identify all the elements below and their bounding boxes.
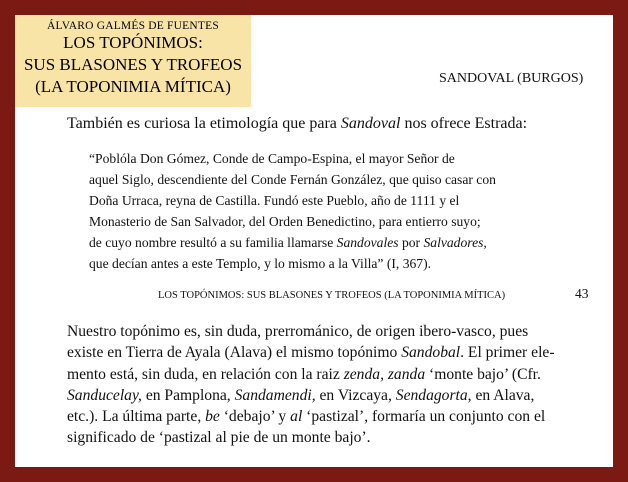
analysis-term: Sanducelay, xyxy=(67,386,142,404)
author-name: ÁLVARO GALMÉS DE FUENTES xyxy=(47,20,219,32)
quote-line: “Poblóla Don Gómez, Conde de Campo-Espina, el mayor Señor de xyxy=(89,151,455,166)
analysis-text: en Pamplona, xyxy=(141,386,235,404)
intro-paragraph xyxy=(67,115,597,133)
quote-line xyxy=(89,232,587,253)
analysis-text: existe en Tierra de Ayala (Alava) el mismo topónimo xyxy=(67,344,402,362)
intro-text-post: nos ofrece Estrada: xyxy=(400,115,528,132)
analysis-text: en Alava, xyxy=(471,386,535,404)
analysis-line xyxy=(67,342,597,363)
block-quote xyxy=(89,148,587,274)
analysis-term: Sandobal xyxy=(401,344,461,362)
intro-text-pre: También es curiosa la etimología que para xyxy=(67,115,341,132)
page-footer-title: LOS TOPÓNIMOS: SUS BLASONES Y TROFEOS (LA TOPONIMIA MÍTICA) xyxy=(158,290,506,301)
analysis-line xyxy=(67,364,597,385)
analysis-line xyxy=(67,406,597,427)
book-title-line-2: SUS BLASONES Y TROFEOS xyxy=(23,55,243,74)
quote-term: Sandovales xyxy=(336,235,399,250)
quote-text: por xyxy=(398,235,424,250)
quote-text: de cuyo nombre resultó a su familia llamarse xyxy=(89,235,337,250)
analysis-text: ‘monte bajo’ (Cfr. xyxy=(425,365,541,383)
analysis-term: al xyxy=(290,408,303,426)
analysis-term: zenda, zanda xyxy=(343,365,426,383)
book-title-box xyxy=(15,15,251,107)
analysis-term: Sendagorta, xyxy=(395,386,472,404)
analysis-text: etc.). La última parte, xyxy=(67,408,206,426)
quote-line: aquel Siglo, descendiente del Conde Fernán González, que quiso casar con xyxy=(89,172,496,187)
page-number: 43 xyxy=(575,286,589,301)
analysis-term: be xyxy=(205,408,220,426)
quote-text: , xyxy=(483,235,487,250)
analysis-line: Nuestro topónimo es, sin duda, prerrománico, de origen ibero-vasco, pues xyxy=(67,323,529,340)
quote-term: Salvadores xyxy=(423,235,484,250)
analysis-text: mento está, sin duda, en relación con la raiz xyxy=(67,365,344,383)
quote-line: que decían antes a este Templo, y lo mismo a la Villa” (I, 367). xyxy=(89,256,432,271)
analysis-text: ‘pastizal’, formaría un conjunto con el xyxy=(302,408,546,426)
book-title-line-3: (LA TOPONIMIA MÍTICA) xyxy=(35,77,231,96)
analysis-line xyxy=(67,385,597,406)
analysis-text: ‘debajo’ y xyxy=(219,408,291,426)
analysis-term: Sandamendi, xyxy=(234,386,316,404)
quote-line: Monasterio de San Salvador, del Orden Benedictino, para entierro suyo; xyxy=(89,214,481,229)
quote-line: Doña Urraca, reyna de Castilla. Fundó este Pueblo, año de 1111 y el xyxy=(89,193,460,208)
book-page xyxy=(15,15,613,467)
running-head: SANDOVAL (BURGOS) xyxy=(439,71,584,86)
intro-term: Sandoval xyxy=(340,115,401,132)
analysis-paragraph xyxy=(67,321,597,449)
analysis-text: . El primer ele- xyxy=(460,344,555,362)
analysis-line: significado de ‘pastizal al pie de un monte bajo’. xyxy=(67,429,371,447)
book-title-line-1: LOS TOPÓNIMOS: xyxy=(63,33,203,52)
analysis-text: en Vizcaya, xyxy=(315,386,396,404)
